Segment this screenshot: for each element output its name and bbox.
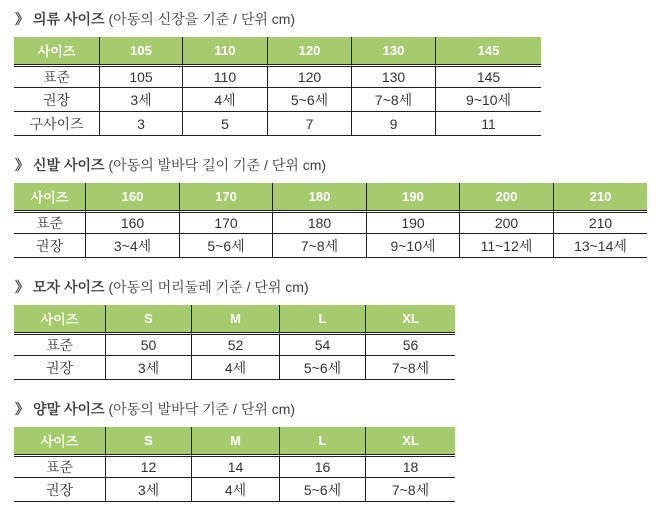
column-header: 190: [367, 183, 460, 210]
table-cell: 7~8세: [366, 478, 455, 502]
section-title-text: 의류 사이즈: [33, 11, 105, 27]
column-header: M: [192, 427, 280, 454]
header-row: [14, 183, 647, 210]
column-header: 145: [436, 37, 541, 64]
section-title-text: 모자 사이즈: [33, 279, 105, 295]
row-label: 권장: [14, 88, 100, 112]
table-cell: 11: [436, 112, 541, 136]
row-label: 권장: [14, 356, 106, 380]
section-clothing: [14, 10, 658, 136]
section-socks: [14, 400, 658, 502]
row-label: 권장: [14, 478, 106, 502]
column-header: S: [106, 427, 192, 454]
table-cell: 3~4세: [86, 234, 180, 258]
column-header: S: [106, 305, 192, 332]
column-header: M: [192, 305, 280, 332]
column-header: 200: [460, 183, 554, 210]
row-label: 표준: [14, 210, 86, 234]
column-header: 사이즈: [14, 183, 86, 210]
column-header: XL: [366, 305, 455, 332]
table-cell: 3세: [106, 478, 192, 502]
section-title-hat: [15, 278, 658, 296]
table-row: [14, 112, 541, 136]
table-cell: 5~6세: [268, 88, 352, 112]
table-row: [14, 210, 647, 234]
table-cell: 9~10세: [367, 234, 460, 258]
column-header: XL: [366, 427, 455, 454]
table-cell: 120: [268, 64, 352, 88]
table-cell: 5~6세: [280, 356, 366, 380]
table-row: [14, 332, 455, 356]
double-chevron-icon: 》: [15, 279, 28, 295]
table-cell: 200: [460, 210, 554, 234]
table-cell: 160: [86, 210, 180, 234]
table-row: [14, 64, 541, 88]
column-header: 사이즈: [14, 37, 100, 64]
section-title-socks: [15, 400, 658, 418]
column-header: 170: [180, 183, 273, 210]
table-cell: 170: [180, 210, 273, 234]
column-header: 160: [86, 183, 180, 210]
table-cell: 4세: [183, 88, 268, 112]
table-cell: 54: [280, 332, 366, 356]
row-label: 권장: [14, 234, 86, 258]
double-chevron-icon: 》: [15, 401, 28, 417]
hat-size-table: [14, 305, 455, 380]
table-cell: 18: [366, 454, 455, 478]
table-cell: 9~10세: [436, 88, 541, 112]
section-title-text: 신발 사이즈: [33, 157, 105, 173]
double-chevron-icon: 》: [15, 11, 28, 27]
table-cell: 13~14세: [554, 234, 647, 258]
column-header: 180: [273, 183, 367, 210]
column-header: L: [280, 305, 366, 332]
table-cell: 16: [280, 454, 366, 478]
table-row: [14, 234, 647, 258]
shoe-size-table: [14, 183, 647, 258]
section-title-clothing: [15, 10, 658, 28]
table-row: [14, 356, 455, 380]
column-header: 130: [352, 37, 436, 64]
table-cell: 50: [106, 332, 192, 356]
table-cell: 52: [192, 332, 280, 356]
table-cell: 5~6세: [280, 478, 366, 502]
table-cell: 3세: [100, 88, 183, 112]
table-cell: 7~8세: [273, 234, 367, 258]
table-cell: 190: [367, 210, 460, 234]
table-cell: 7: [268, 112, 352, 136]
table-cell: 4세: [192, 478, 280, 502]
section-title-text: 양말 사이즈: [33, 401, 105, 417]
table-cell: 3: [100, 112, 183, 136]
table-row: [14, 454, 455, 478]
column-header: 120: [268, 37, 352, 64]
table-cell: 110: [183, 64, 268, 88]
double-chevron-icon: 》: [15, 157, 28, 173]
table-cell: 7~8세: [366, 356, 455, 380]
table-cell: 3세: [106, 356, 192, 380]
table-cell: 5~6세: [180, 234, 273, 258]
table-cell: 145: [436, 64, 541, 88]
section-shoes: [14, 156, 658, 258]
clothing-size-table: [14, 37, 541, 136]
section-hat: [14, 278, 658, 380]
row-label: 표준: [14, 454, 106, 478]
section-title-shoes: [15, 156, 658, 174]
table-cell: 14: [192, 454, 280, 478]
table-cell: 180: [273, 210, 367, 234]
header-row: [14, 305, 455, 332]
table-cell: 12: [106, 454, 192, 478]
column-header: 105: [100, 37, 183, 64]
table-cell: 11~12세: [460, 234, 554, 258]
sock-size-table: [14, 427, 455, 502]
section-subtitle: (아동의 발바닥 길이 기준 / 단위 cm): [108, 157, 327, 173]
table-cell: 9: [352, 112, 436, 136]
table-cell: 210: [554, 210, 647, 234]
section-subtitle: (아동의 신장을 기준 / 단위 cm): [108, 11, 296, 27]
column-header: 110: [183, 37, 268, 64]
row-label: 표준: [14, 64, 100, 88]
table-row: [14, 478, 455, 502]
table-cell: 7~8세: [352, 88, 436, 112]
section-subtitle: (아동의 머리둘레 기준 / 단위 cm): [108, 279, 309, 295]
table-cell: 105: [100, 64, 183, 88]
column-header: 210: [554, 183, 647, 210]
column-header: 사이즈: [14, 427, 106, 454]
table-cell: 4세: [192, 356, 280, 380]
column-header: L: [280, 427, 366, 454]
table-row: [14, 88, 541, 112]
header-row: [14, 37, 541, 64]
table-cell: 56: [366, 332, 455, 356]
row-label: 표준: [14, 332, 106, 356]
column-header: 사이즈: [14, 305, 106, 332]
section-subtitle: (아동의 발바닥 기준 / 단위 cm): [108, 401, 296, 417]
row-label: 구사이즈: [14, 112, 100, 136]
table-cell: 5: [183, 112, 268, 136]
table-cell: 130: [352, 64, 436, 88]
header-row: [14, 427, 455, 454]
